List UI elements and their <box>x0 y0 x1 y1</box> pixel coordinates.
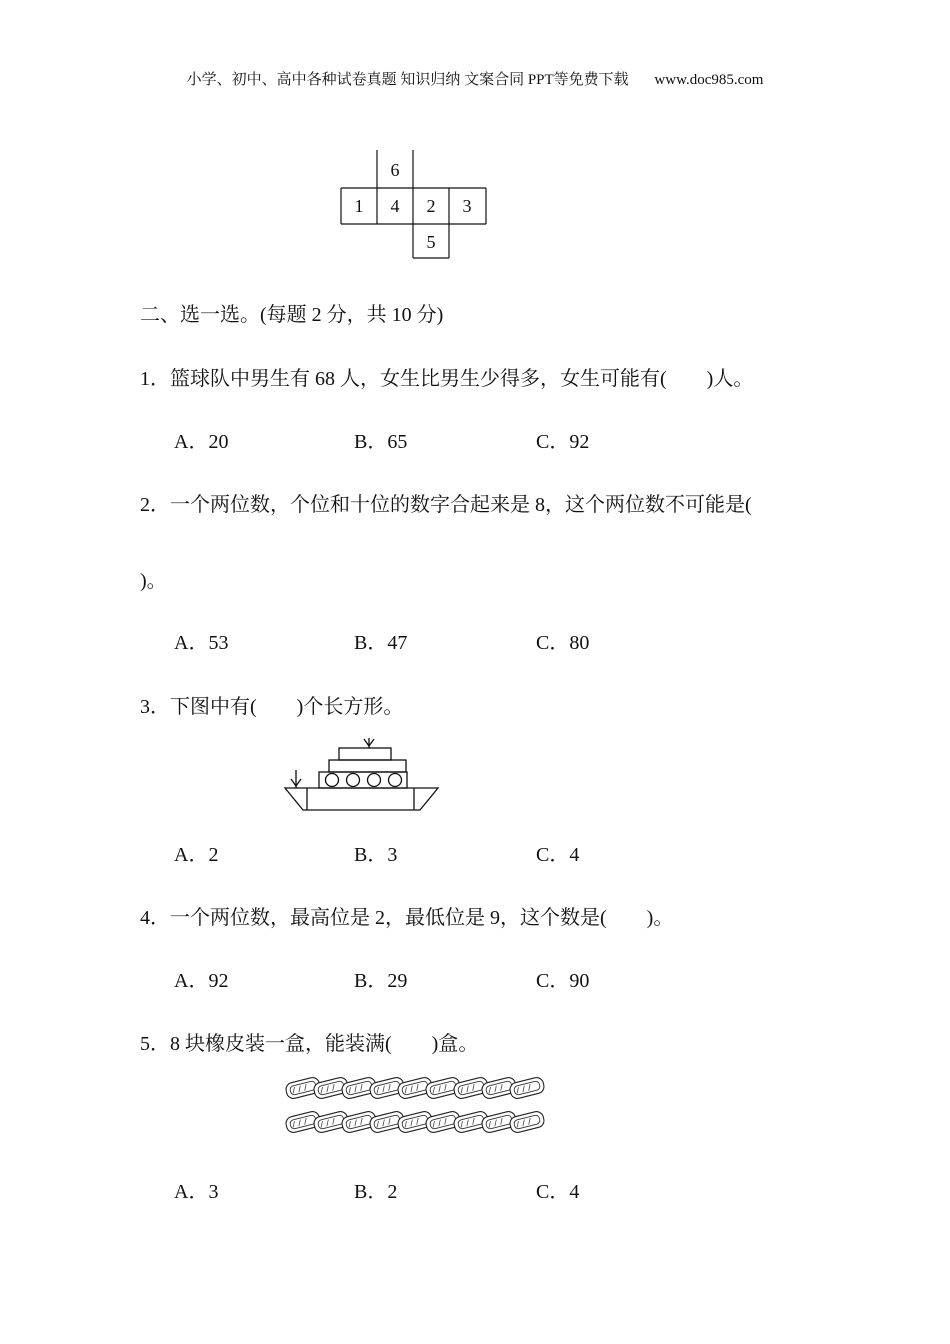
question-2-option-c: C．80 <box>536 632 590 654</box>
question-4-option-a: A．92 <box>174 970 229 992</box>
question-1-stem: 1．篮球队中男生有 68 人，女生比男生少得多，女生可能有( )人。 <box>140 368 754 390</box>
net-cell-1: 1 <box>354 195 364 216</box>
header-text: 小学、初中、高中各种试卷真题 知识归纳 文案合同 PPT等免费下载 <box>186 72 629 88</box>
net-cell-2: 4 <box>390 195 400 216</box>
question-5-option-a: A．3 <box>174 1181 219 1203</box>
question-2-option-a: A．53 <box>174 632 229 654</box>
net-cell-3: 2 <box>426 195 436 216</box>
question-1-option-c: C．92 <box>536 431 590 453</box>
question-3-option-b: B．3 <box>354 844 398 866</box>
question-1-option-b: B．65 <box>354 431 408 453</box>
question-2-option-b: B．47 <box>354 632 408 654</box>
question-3-option-c: C．4 <box>536 844 580 866</box>
question-2-stem: 2．一个两位数，个位和十位的数字合起来是 8，这个两位数不可能是( <box>140 494 752 516</box>
question-5-option-b: B．2 <box>354 1181 398 1203</box>
net-cell-4: 3 <box>462 195 472 216</box>
net-cell-top: 6 <box>390 159 400 180</box>
question-2-stem-continued: )。 <box>140 570 167 592</box>
question-3-option-a: A．2 <box>174 844 219 866</box>
header-url: www.doc985.com <box>654 72 764 88</box>
question-1-option-a: A．20 <box>174 431 229 453</box>
section-title: 二、选一选。(每题 2 分，共 10 分) <box>140 304 444 326</box>
question-4-stem: 4．一个两位数，最高位是 2，最低位是 9，这个数是( )。 <box>140 907 674 929</box>
boat-figure <box>284 734 440 814</box>
question-4-option-c: C．90 <box>536 970 590 992</box>
net-cell-bottom: 5 <box>426 231 436 252</box>
question-5-stem: 5．8 块橡皮装一盒，能装满( )盒。 <box>140 1033 479 1055</box>
page-header <box>0 68 950 89</box>
question-3-stem: 3．下图中有( )个长方形。 <box>140 696 404 718</box>
question-4-option-b: B．29 <box>354 970 408 992</box>
question-5-option-c: C．4 <box>536 1181 580 1203</box>
cube-net-figure <box>340 150 488 262</box>
erasers-figure <box>282 1074 552 1146</box>
